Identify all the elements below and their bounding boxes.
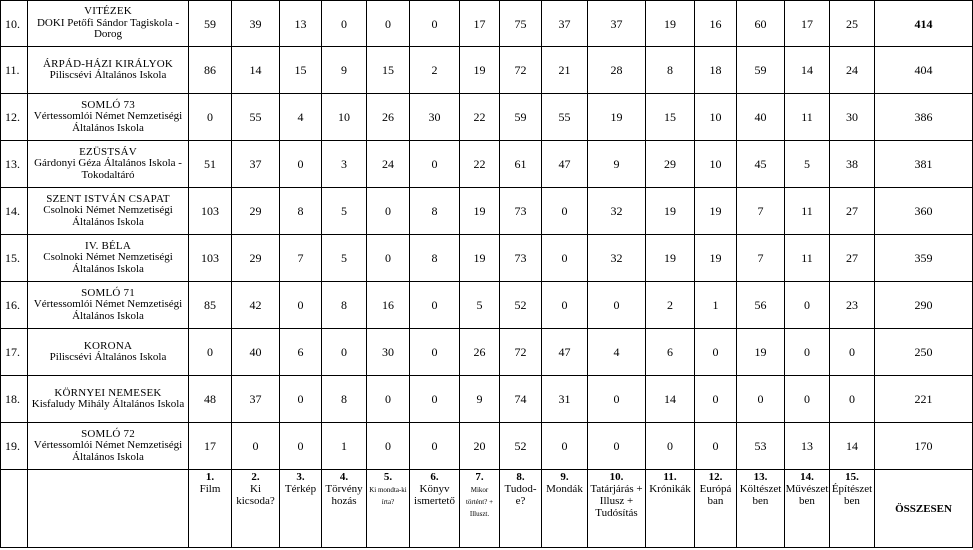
total-cell: 359 bbox=[875, 235, 973, 282]
score-cell: 0 bbox=[367, 1, 410, 47]
score-cell: 0 bbox=[410, 423, 460, 470]
team-name: ÁRPÁD-HÁZI KIRÁLYOK bbox=[42, 57, 174, 70]
score-cell: 103 bbox=[189, 235, 232, 282]
team-name: EZÜSTSÁV bbox=[79, 145, 137, 158]
score-cell: 22 bbox=[460, 94, 500, 141]
category-number: 6. bbox=[430, 471, 439, 483]
score-cell: 9 bbox=[588, 141, 646, 188]
score-cell: 5 bbox=[785, 141, 830, 188]
score-cell: 19 bbox=[695, 235, 737, 282]
score-cell: 8 bbox=[410, 235, 460, 282]
score-cell: 19 bbox=[737, 329, 785, 376]
score-cell: 0 bbox=[588, 376, 646, 423]
total-cell: 404 bbox=[875, 47, 973, 94]
team-cell bbox=[28, 1, 189, 47]
rank-cell: 13. bbox=[1, 141, 28, 188]
score-cell: 11 bbox=[785, 94, 830, 141]
score-cell: 15 bbox=[280, 47, 322, 94]
score-cell: 73 bbox=[500, 235, 542, 282]
score-cell: 27 bbox=[830, 188, 875, 235]
score-cell: 73 bbox=[500, 188, 542, 235]
category-header bbox=[460, 470, 500, 548]
category-label: Krónikák bbox=[649, 483, 691, 495]
score-cell: 40 bbox=[737, 94, 785, 141]
category-label: Építészet ben bbox=[831, 483, 873, 507]
score-cell: 14 bbox=[232, 47, 280, 94]
category-label: Ki kicsoda? bbox=[236, 483, 275, 507]
team-cell bbox=[28, 188, 189, 235]
rank-cell: 11. bbox=[1, 47, 28, 94]
score-cell: 2 bbox=[410, 47, 460, 94]
team-name: SOMLÓ 72 bbox=[81, 427, 135, 440]
score-cell: 0 bbox=[785, 376, 830, 423]
score-cell: 5 bbox=[322, 235, 367, 282]
category-number: 4. bbox=[339, 471, 349, 483]
score-cell: 24 bbox=[830, 47, 875, 94]
category-number: 10. bbox=[609, 471, 624, 483]
score-cell: 16 bbox=[367, 282, 410, 329]
team-cell bbox=[28, 423, 189, 470]
score-cell: 14 bbox=[646, 376, 695, 423]
category-header bbox=[280, 470, 322, 548]
category-number: 1. bbox=[205, 471, 215, 483]
score-cell: 59 bbox=[500, 94, 542, 141]
score-cell: 8 bbox=[322, 376, 367, 423]
score-cell: 17 bbox=[460, 1, 500, 47]
category-number: 7. bbox=[475, 471, 484, 483]
score-cell: 47 bbox=[542, 141, 588, 188]
score-cell: 0 bbox=[322, 329, 367, 376]
score-cell: 4 bbox=[588, 329, 646, 376]
score-cell: 11 bbox=[785, 188, 830, 235]
table-row bbox=[1, 1, 973, 47]
score-cell: 55 bbox=[232, 94, 280, 141]
team-name: IV. BÉLA bbox=[84, 239, 131, 252]
score-cell: 7 bbox=[737, 188, 785, 235]
total-cell: 414 bbox=[875, 1, 973, 47]
score-cell: 0 bbox=[280, 282, 322, 329]
score-cell: 0 bbox=[695, 329, 737, 376]
score-cell: 0 bbox=[785, 329, 830, 376]
score-cell: 19 bbox=[695, 188, 737, 235]
rank-cell: 19. bbox=[1, 423, 28, 470]
category-label: Térkép bbox=[284, 483, 317, 495]
team-cell bbox=[28, 282, 189, 329]
category-label: Törvény hozás bbox=[325, 483, 363, 507]
score-cell: 0 bbox=[410, 1, 460, 47]
total-cell: 386 bbox=[875, 94, 973, 141]
total-cell: 221 bbox=[875, 376, 973, 423]
category-number: 3. bbox=[296, 471, 305, 483]
category-label: Költészet ben bbox=[739, 483, 782, 507]
score-cell: 14 bbox=[830, 423, 875, 470]
category-number: 11. bbox=[663, 471, 677, 483]
category-header bbox=[646, 470, 695, 548]
score-cell: 0 bbox=[189, 329, 232, 376]
table-row bbox=[1, 282, 973, 329]
category-header bbox=[695, 470, 737, 548]
score-cell: 42 bbox=[232, 282, 280, 329]
table-row bbox=[1, 188, 973, 235]
score-cell: 29 bbox=[232, 235, 280, 282]
rank-cell: 15. bbox=[1, 235, 28, 282]
score-cell: 6 bbox=[280, 329, 322, 376]
score-cell: 24 bbox=[367, 141, 410, 188]
score-cell: 0 bbox=[830, 329, 875, 376]
score-cell: 72 bbox=[500, 329, 542, 376]
total-header: ÖSSZESEN bbox=[875, 470, 973, 548]
category-number: 14. bbox=[800, 471, 814, 483]
score-cell: 0 bbox=[322, 1, 367, 47]
table-row bbox=[1, 47, 973, 94]
score-cell: 0 bbox=[367, 188, 410, 235]
total-cell: 360 bbox=[875, 188, 973, 235]
category-header bbox=[588, 470, 646, 548]
table-row bbox=[1, 423, 973, 470]
score-cell: 2 bbox=[646, 282, 695, 329]
score-cell: 0 bbox=[695, 423, 737, 470]
score-cell: 9 bbox=[460, 376, 500, 423]
score-cell: 37 bbox=[542, 1, 588, 47]
category-label: Művészet ben bbox=[785, 483, 829, 507]
score-cell: 0 bbox=[830, 376, 875, 423]
score-cell: 31 bbox=[542, 376, 588, 423]
category-header bbox=[785, 470, 830, 548]
score-cell: 19 bbox=[588, 94, 646, 141]
score-cell: 52 bbox=[500, 423, 542, 470]
score-cell: 37 bbox=[588, 1, 646, 47]
category-number: 5. bbox=[383, 471, 393, 483]
score-cell: 17 bbox=[785, 1, 830, 47]
score-cell: 15 bbox=[367, 47, 410, 94]
score-cell: 59 bbox=[737, 47, 785, 94]
category-number: 2. bbox=[251, 471, 260, 483]
category-number: 12. bbox=[708, 471, 723, 483]
score-cell: 0 bbox=[737, 376, 785, 423]
school-name: Gárdonyi Géza Általános Iskola - Tokodaltáró bbox=[34, 157, 182, 181]
score-cell: 0 bbox=[367, 423, 410, 470]
score-cell: 28 bbox=[588, 47, 646, 94]
score-cell: 0 bbox=[280, 376, 322, 423]
team-cell bbox=[28, 47, 189, 94]
score-cell: 0 bbox=[280, 423, 322, 470]
category-header bbox=[500, 470, 542, 548]
total-cell: 290 bbox=[875, 282, 973, 329]
score-cell: 0 bbox=[410, 141, 460, 188]
table-row bbox=[1, 141, 973, 188]
category-header bbox=[737, 470, 785, 548]
score-cell: 29 bbox=[646, 141, 695, 188]
score-cell: 30 bbox=[830, 94, 875, 141]
score-cell: 8 bbox=[646, 47, 695, 94]
score-cell: 0 bbox=[367, 376, 410, 423]
score-cell: 22 bbox=[460, 141, 500, 188]
score-cell: 74 bbox=[500, 376, 542, 423]
score-cell: 0 bbox=[280, 141, 322, 188]
score-cell: 0 bbox=[542, 423, 588, 470]
team-cell bbox=[28, 141, 189, 188]
score-cell: 26 bbox=[460, 329, 500, 376]
score-cell: 20 bbox=[460, 423, 500, 470]
category-label: Mondák bbox=[546, 483, 583, 495]
score-cell: 0 bbox=[410, 376, 460, 423]
score-cell: 0 bbox=[410, 282, 460, 329]
category-label: Európá ban bbox=[699, 483, 732, 507]
team-name: KÖRNYEI NEMESEK bbox=[54, 386, 162, 399]
score-cell: 27 bbox=[830, 235, 875, 282]
score-cell: 3 bbox=[322, 141, 367, 188]
category-label: Ki mondta-ki írta? bbox=[369, 486, 407, 506]
score-cell: 75 bbox=[500, 1, 542, 47]
team-name: SOMLÓ 71 bbox=[81, 286, 135, 299]
table-row bbox=[1, 94, 973, 141]
school-name: Csolnoki Német Nemzetiségi Általános Iskola bbox=[43, 251, 173, 275]
table-row bbox=[1, 235, 973, 282]
score-cell: 10 bbox=[695, 94, 737, 141]
score-cell: 59 bbox=[189, 1, 232, 47]
school-name: Vértessomlói Német Nemzetiségi Általános Iskola bbox=[33, 298, 183, 322]
score-cell: 14 bbox=[785, 47, 830, 94]
category-label: Tudod-e? bbox=[504, 483, 537, 507]
category-number: 9. bbox=[560, 471, 569, 483]
score-cell: 0 bbox=[588, 282, 646, 329]
score-cell: 55 bbox=[542, 94, 588, 141]
rank-cell: 12. bbox=[1, 94, 28, 141]
score-cell: 26 bbox=[367, 94, 410, 141]
score-cell: 37 bbox=[232, 141, 280, 188]
category-header bbox=[367, 470, 410, 548]
score-cell: 0 bbox=[410, 329, 460, 376]
empty-cell bbox=[1, 470, 28, 548]
score-cell: 13 bbox=[785, 423, 830, 470]
score-cell: 1 bbox=[695, 282, 737, 329]
score-cell: 21 bbox=[542, 47, 588, 94]
school-name: Csolnoki Német Nemzetiségi Általános Iskola bbox=[43, 204, 173, 228]
score-cell: 32 bbox=[588, 235, 646, 282]
score-cell: 52 bbox=[500, 282, 542, 329]
table-row bbox=[1, 329, 973, 376]
school-name: DOKI Petőfi Sándor Tagiskola - Dorog bbox=[36, 16, 179, 41]
rank-cell: 17. bbox=[1, 329, 28, 376]
score-cell: 48 bbox=[189, 376, 232, 423]
score-cell: 32 bbox=[588, 188, 646, 235]
score-cell: 19 bbox=[646, 235, 695, 282]
score-cell: 0 bbox=[542, 235, 588, 282]
score-cell: 61 bbox=[500, 141, 542, 188]
score-cell: 19 bbox=[646, 1, 695, 47]
score-cell: 16 bbox=[695, 1, 737, 47]
score-cell: 0 bbox=[695, 376, 737, 423]
score-cell: 0 bbox=[542, 188, 588, 235]
category-label: Film bbox=[199, 483, 221, 495]
score-cell: 23 bbox=[830, 282, 875, 329]
team-cell bbox=[28, 329, 189, 376]
score-cell: 19 bbox=[646, 188, 695, 235]
school-name: Kisfaludy Mihály Általános Iskola bbox=[31, 398, 185, 410]
score-cell: 0 bbox=[646, 423, 695, 470]
score-cell: 11 bbox=[785, 235, 830, 282]
score-cell: 5 bbox=[322, 188, 367, 235]
score-cell: 5 bbox=[460, 282, 500, 329]
score-cell: 39 bbox=[232, 1, 280, 47]
team-name: VITÉZEK bbox=[84, 5, 132, 18]
score-cell: 37 bbox=[232, 376, 280, 423]
score-cell: 0 bbox=[189, 94, 232, 141]
score-cell: 53 bbox=[737, 423, 785, 470]
total-cell: 170 bbox=[875, 423, 973, 470]
score-cell: 103 bbox=[189, 188, 232, 235]
score-cell: 47 bbox=[542, 329, 588, 376]
school-name: Piliscsévi Általános Iskola bbox=[49, 351, 167, 363]
score-cell: 0 bbox=[588, 423, 646, 470]
category-label: Könyv ismertető bbox=[414, 483, 455, 507]
score-cell: 4 bbox=[280, 94, 322, 141]
category-number: 13. bbox=[753, 471, 768, 483]
score-cell: 0 bbox=[232, 423, 280, 470]
score-cell: 15 bbox=[646, 94, 695, 141]
score-cell: 7 bbox=[737, 235, 785, 282]
score-cell: 10 bbox=[322, 94, 367, 141]
score-cell: 29 bbox=[232, 188, 280, 235]
score-cell: 1 bbox=[322, 423, 367, 470]
score-cell: 10 bbox=[695, 141, 737, 188]
score-cell: 6 bbox=[646, 329, 695, 376]
score-cell: 60 bbox=[737, 1, 785, 47]
category-header bbox=[830, 470, 875, 548]
score-cell: 30 bbox=[367, 329, 410, 376]
rank-cell: 10. bbox=[1, 1, 28, 47]
category-header bbox=[232, 470, 280, 548]
score-cell: 25 bbox=[830, 1, 875, 47]
score-cell: 38 bbox=[830, 141, 875, 188]
score-cell: 13 bbox=[280, 1, 322, 47]
score-cell: 51 bbox=[189, 141, 232, 188]
results-body bbox=[1, 1, 973, 548]
team-cell bbox=[28, 376, 189, 423]
score-cell: 86 bbox=[189, 47, 232, 94]
total-cell: 381 bbox=[875, 141, 973, 188]
rank-cell: 14. bbox=[1, 188, 28, 235]
category-header bbox=[410, 470, 460, 548]
score-cell: 40 bbox=[232, 329, 280, 376]
score-cell: 8 bbox=[322, 282, 367, 329]
category-header bbox=[322, 470, 367, 548]
total-cell: 250 bbox=[875, 329, 973, 376]
category-header-row bbox=[1, 470, 973, 548]
score-cell: 9 bbox=[322, 47, 367, 94]
score-cell: 56 bbox=[737, 282, 785, 329]
table-row bbox=[1, 376, 973, 423]
rank-cell: 18. bbox=[1, 376, 28, 423]
school-name: Vértessomlói Német Nemzetiségi Általános Iskola bbox=[33, 110, 183, 134]
score-cell: 18 bbox=[695, 47, 737, 94]
score-cell: 0 bbox=[785, 282, 830, 329]
score-cell: 30 bbox=[410, 94, 460, 141]
score-cell: 19 bbox=[460, 188, 500, 235]
category-label: Tatárjárás + Illusz + Tudósítás bbox=[590, 483, 643, 519]
team-cell bbox=[28, 235, 189, 282]
school-name: Piliscsévi Általános Iskola bbox=[49, 69, 167, 81]
school-name: Vértessomlói Német Nemzetiségi Általános Iskola bbox=[33, 439, 183, 463]
team-name: SOMLÓ 73 bbox=[81, 98, 135, 111]
score-cell: 85 bbox=[189, 282, 232, 329]
team-name: SZENT ISTVÁN CSAPAT bbox=[46, 192, 170, 205]
score-cell: 72 bbox=[500, 47, 542, 94]
category-header bbox=[189, 470, 232, 548]
score-cell: 19 bbox=[460, 235, 500, 282]
score-cell: 8 bbox=[280, 188, 322, 235]
team-cell bbox=[28, 94, 189, 141]
category-number: 15. bbox=[845, 471, 859, 483]
score-cell: 0 bbox=[542, 282, 588, 329]
score-cell: 0 bbox=[367, 235, 410, 282]
score-cell: 8 bbox=[410, 188, 460, 235]
score-cell: 45 bbox=[737, 141, 785, 188]
category-header bbox=[542, 470, 588, 548]
category-number: 8. bbox=[516, 471, 525, 483]
score-cell: 17 bbox=[189, 423, 232, 470]
score-cell: 7 bbox=[280, 235, 322, 282]
rank-cell: 16. bbox=[1, 282, 28, 329]
team-name: KORONA bbox=[83, 339, 133, 352]
empty-cell bbox=[28, 470, 189, 548]
category-label: Mikor történt? + Illuszt. bbox=[465, 486, 494, 518]
score-cell: 19 bbox=[460, 47, 500, 94]
